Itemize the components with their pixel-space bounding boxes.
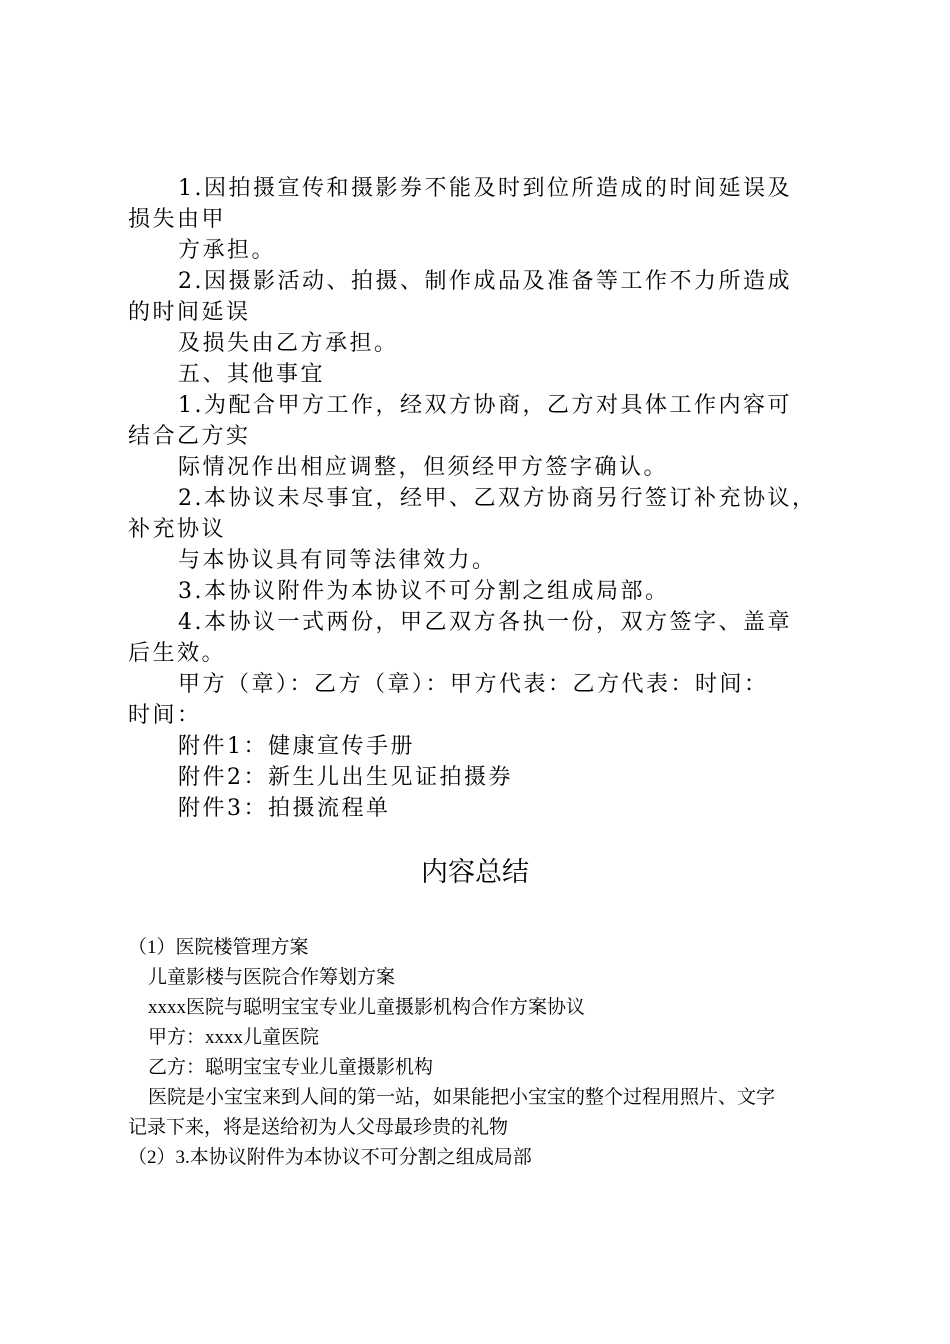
text-line: 方承担。 <box>178 238 277 263</box>
summary-line: 儿童影楼与医院合作筹划方案 <box>148 967 396 988</box>
signature-line: 时间： <box>128 703 202 728</box>
text-line: 际情况作出相应调整，但须经甲方签字确认。 <box>178 455 669 480</box>
signature-line: 甲方（章）：乙方（章）：甲方代表：乙方代表：时间： <box>178 672 769 697</box>
summary-line: （1）医院楼管理方案 <box>128 937 309 958</box>
text-line: 补充协议 <box>128 517 227 542</box>
text-line: 3.本协议附件为本协议不可分割之组成局部。 <box>178 579 670 604</box>
attachment-item: 附件1：健康宣传手册 <box>178 734 415 759</box>
summary-title: 内容总结 <box>421 857 529 888</box>
text-line: 1.因拍摄宣传和摄影券不能及时到位所造成的时间延误及 <box>178 176 792 201</box>
text-line: 后生效。 <box>128 641 227 666</box>
summary-line: 医院是小宝宝来到人间的第一站，如果能把小宝宝的整个过程用照片、文字 <box>148 1087 776 1108</box>
text-line: 损失由甲 <box>128 207 227 232</box>
section-heading: 五、其他事宜 <box>178 362 326 387</box>
text-line: 及损失由乙方承担。 <box>178 331 399 356</box>
summary-line: xxxx医院与聪明宝宝专业儿童摄影机构合作方案协议 <box>148 997 586 1018</box>
attachment-item: 附件2：新生儿出生见证拍摄券 <box>178 765 513 790</box>
summary-line: 乙方：聪明宝宝专业儿童摄影机构 <box>148 1057 434 1078</box>
summary-section <box>128 933 840 1173</box>
text-line: 4.本协议一式两份，甲乙双方各执一份，双方签字、盖章 <box>178 610 792 635</box>
summary-line: 记录下来，将是送给初为人父母最珍贵的礼物 <box>128 1117 509 1138</box>
summary-line: 甲方：xxxx儿童医院 <box>148 1027 320 1048</box>
agreement-clauses <box>128 173 828 824</box>
text-line: 结合乙方实 <box>128 424 251 449</box>
text-line: 的时间延误 <box>128 300 251 325</box>
text-line: 2.本协议未尽事宜，经甲、乙双方协商另行签订补充协议， <box>178 486 817 511</box>
text-line: 1.为配合甲方工作，经双方协商，乙方对具体工作内容可 <box>178 393 792 418</box>
summary-line: （2）3.本协议附件为本协议不可分割之组成局部 <box>128 1147 532 1168</box>
attachment-item: 附件3：拍摄流程单 <box>178 796 391 821</box>
text-line: 与本协议具有同等法律效力。 <box>178 548 497 573</box>
text-line: 2.因摄影活动、拍摄、制作成品及准备等工作不力所造成 <box>178 269 792 294</box>
